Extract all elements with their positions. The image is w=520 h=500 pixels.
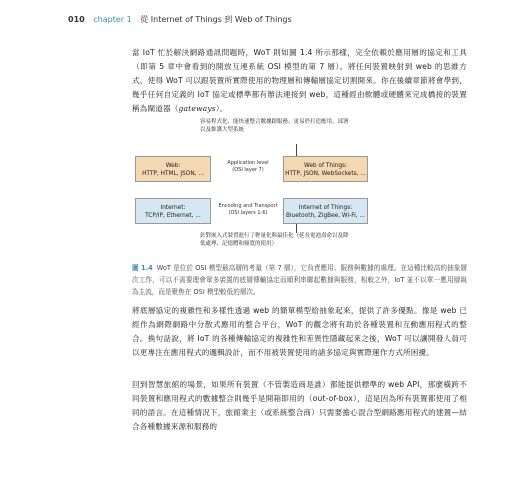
paragraph-intro-b: ）。 (215, 104, 228, 113)
iot-box-sub: Bluetooth, ZigBee, Wi-Fi, ... (286, 212, 365, 219)
page-number: 010 (68, 15, 85, 24)
diagram-top-note: 容易程式化、能快速整合數據跟服務、更易於打造應用、部署以及維護大型系統 (200, 119, 349, 133)
iot-box (283, 198, 368, 224)
page-header (68, 14, 292, 25)
internet-box-title: Internet: (160, 205, 186, 211)
diagram-bottom-note: 針對嵌入式裝置進行了輕量化與最佳化（延長電池壽命以及降低處理、記憶體和頻寬的使用） (200, 233, 349, 247)
transport-level-label (214, 203, 282, 216)
web-box-title: Web: (165, 163, 181, 169)
transport-level-b: (OSI layers 1-6) (228, 209, 268, 216)
paragraph-intro-a: 當 IoT 忙於解決網路通訊問題時，WoT 則如圖 1.4 所示那樣，完全依賴於應用層的協定和工具（即第 5 章中會看到的開放互連系統 OSI 模型的第 7 層）。將任何裝置映射到 web 的思維方式，使得 WoT 可以跟裝置所實際使用的物理層和傳輸層協定切割開來。你在後續章節將會學到，幾乎任何自定義的 IoT 協定或標準都有辦法連接到 web，這種經由軟體或硬體來完成橋接的裝置稱為閘道器（ (132, 48, 467, 113)
chapter-label: chapter 1 (93, 15, 132, 24)
transport-level-a: Encoding and Transport (218, 203, 278, 209)
web-box (135, 156, 211, 182)
paragraph-abstraction: 將底層協定的複雜性和多樣性透過 web 的簡單模型給抽象起來，提供了許多優點。像是 web 已經作為網際網路中分散式應用的整合平台，WoT 的觀念將有助於各種裝置和互動應用程式的整合。換句話說，將 IoT 的各種傳輸協定的複雜性和差異性隱藏起來之後，WoT 可以讓開發人員可以更專注在應用程式的邏輯設計，而不用被裝置使用的諸多協定與實際運作方式所困擾。 (132, 306, 467, 357)
paragraph-hotel: 回到智慧旅館的場景，如果所有裝置（不管製造商是誰）都能提供標準的 web API，那麼橫跨不同裝置和應用程式的數據整合則幾乎是開箱即用的（out-of-box），這是因為所有裝置都使用了相同的語言。在這種情況下，旅館業主（或系統整合商）只需要擔心混合型網路應用程式的建置—結合各種數據來源和服務的 (132, 380, 467, 431)
wot-box-title: Web of Things: (303, 163, 348, 169)
figure-caption-text: WoT 是位於 OSI 模型最高層的考量（第 7 層），它負責應用、服務與數據的處理。在這種比較高的抽象層次工作，可以不需要理會眾多裝置的底層傳輸協定而順利串聯起數據與服務，相較之外，IoT 並不以單一應用層級為主流，而是聚焦在 OSI 模型較低的層次。 (132, 264, 468, 296)
iot-box-title: Internet of Things: (298, 205, 353, 211)
wot-box-sub: HTTP, JSON, WebSockets, ... (285, 170, 366, 177)
internet-box (135, 198, 211, 224)
application-level-label (214, 160, 282, 173)
figure-diagram (132, 118, 372, 256)
application-level-b: (OSI layer 7) (232, 166, 264, 173)
figure-label: 圖 1.4 (132, 264, 153, 272)
figure-caption (132, 262, 467, 298)
web-box-sub: HTTP, HTML, JSON, ... (142, 170, 204, 177)
internet-box-sub: TCP/IP, Ethernet, ... (145, 212, 201, 219)
diagram-arrow-top (296, 144, 297, 156)
application-level-a: Application level (227, 160, 269, 166)
paragraph-intro-term: gateways (178, 104, 216, 113)
chapter-title: 從 Internet of Things 到 Web of Things (140, 15, 292, 24)
paragraph-intro (132, 46, 467, 116)
wot-box (283, 156, 368, 182)
